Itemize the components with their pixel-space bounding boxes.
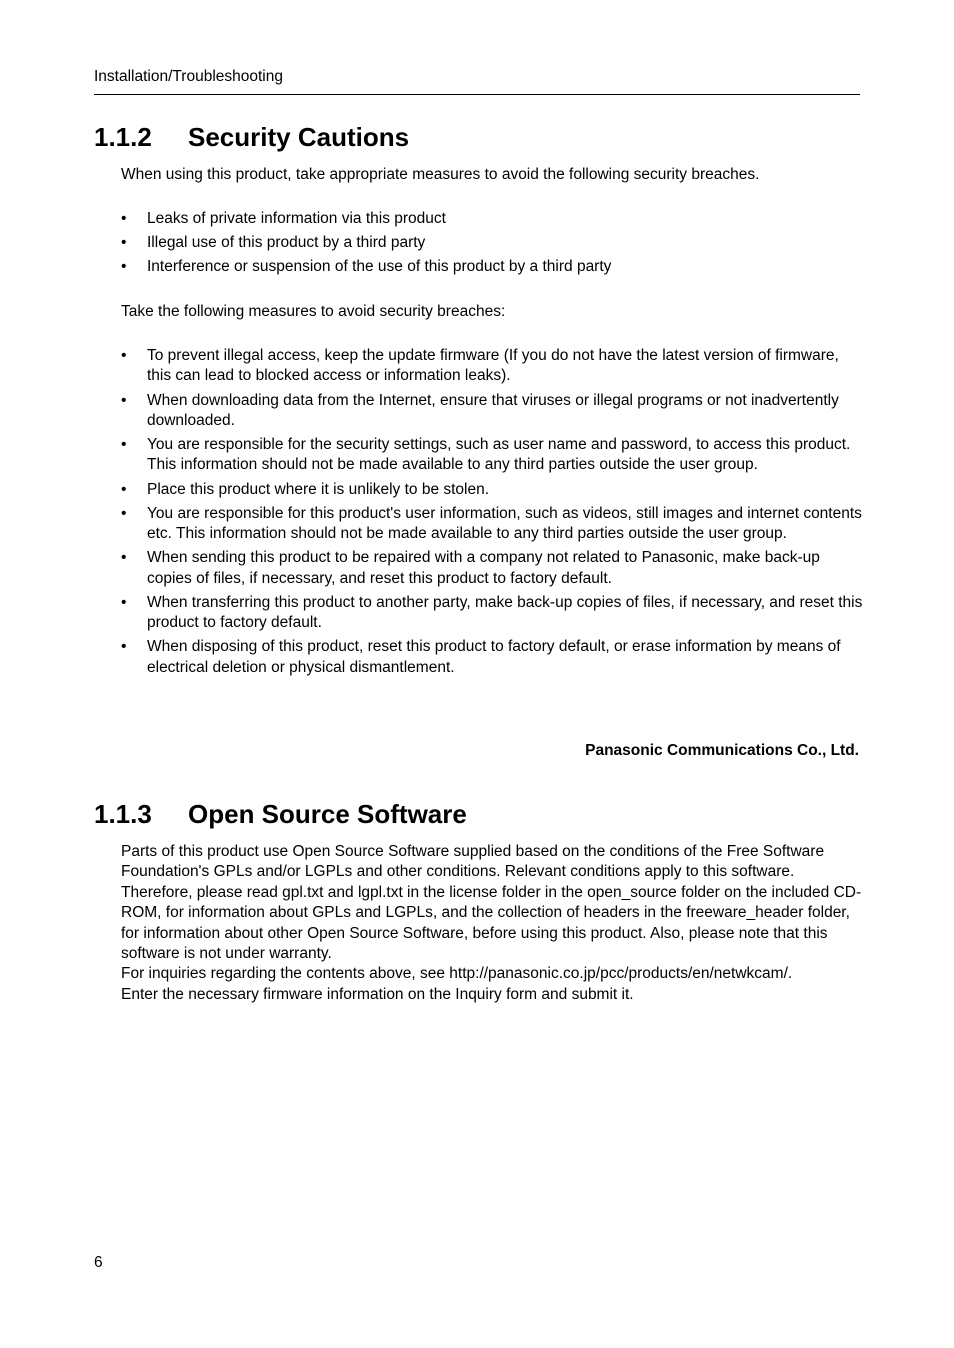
list-item: • When disposing of this product, reset this product to factory default, or erase information by means of electrical deletion or physical dismantlement. [121, 638, 841, 676]
bullet-icon: • [121, 234, 127, 252]
list-item: • When transferring this product to another party, make back-up copies of files, if necessary, and reset this product to factory default. [121, 593, 863, 631]
open-source-body [121, 842, 863, 1005]
inquiry-paragraph: For inquiries regarding the contents above, see http://panasonic.co.jp/pcc/products/en/netwkcam/. [121, 965, 793, 983]
section-title: Open Source Software [188, 799, 467, 829]
bullet-icon: • [121, 210, 127, 227]
section-title: Security Cautions [188, 122, 410, 152]
bullet-icon: • [121, 504, 127, 522]
running-header [94, 68, 860, 95]
list-item: • Interference or suspension of the use of this product by a third party [121, 257, 863, 277]
submit-instructions-paragraph: Enter the necessary firmware information on the Inquiry form and submit it. [121, 985, 634, 1003]
section-number: 1.1.2 [94, 122, 152, 152]
page-number: 6 [94, 1254, 103, 1271]
section-heading-open-source-software [94, 799, 467, 830]
section-number: 1.1.3 [94, 799, 152, 829]
list-item: • You are responsible for this product's user information, such as videos, still images and internet contents etc. This information should not be made available to any third parties outside the user group. [121, 504, 862, 542]
company-signature: Panasonic Communications Co., Ltd. [585, 742, 859, 759]
bullet-icon: • [121, 480, 127, 498]
security-measures-list [121, 346, 863, 682]
list-item: • Place this product where it is unlikely to be stolen. [121, 480, 863, 500]
bullet-icon: • [121, 436, 127, 453]
open-source-paragraph: Parts of this product use Open Source Software supplied based on the conditions of the Free Software Foundation's GPLs and/or LGPLs and other conditions. Relevant conditions apply to this software. Therefore, please read gpl.txt and lgpl.txt in the license folder in the open_source folder on the included CD-ROM, for information about GPLs and LGPLs, and the collection of headers in the freeware_header folder, for information about other Open Source Software, before using this product. Also, please note that this software is not under warranty. [121, 843, 862, 963]
bullet-icon: • [121, 638, 127, 656]
bullet-icon: • [121, 347, 127, 364]
list-item: • You are responsible for the security settings, such as user name and password, to access this product. This information should not be made available to any third parties outside the user group. [121, 436, 851, 474]
list-item: • Illegal use of this product by a third party [121, 233, 863, 253]
section-heading-security-cautions [94, 122, 409, 153]
list-item: • To prevent illegal access, keep the update firmware (If you do not have the latest version of firmware, this can lead to blocked access or information leaks). [121, 347, 839, 385]
bullet-icon: • [121, 258, 127, 276]
list-item: • When downloading data from the Internet, ensure that viruses or illegal programs or not inadvertently downloaded. [121, 391, 839, 429]
measures-intro-paragraph: Take the following measures to avoid security breaches: [121, 303, 506, 320]
bullet-icon: • [121, 549, 127, 567]
security-intro-paragraph: When using this product, take appropriate measures to avoid the following security breaches. [121, 166, 760, 183]
running-header-title: Installation/Troubleshooting [94, 68, 283, 85]
list-item: • Leaks of private information via this product [121, 209, 863, 229]
bullet-icon: • [121, 593, 127, 611]
bullet-icon: • [121, 391, 127, 409]
list-item: • When sending this product to be repaired with a company not related to Panasonic, make back-up copies of files, if necessary, and reset this product to factory default. [121, 549, 820, 587]
security-breaches-list [121, 209, 863, 281]
